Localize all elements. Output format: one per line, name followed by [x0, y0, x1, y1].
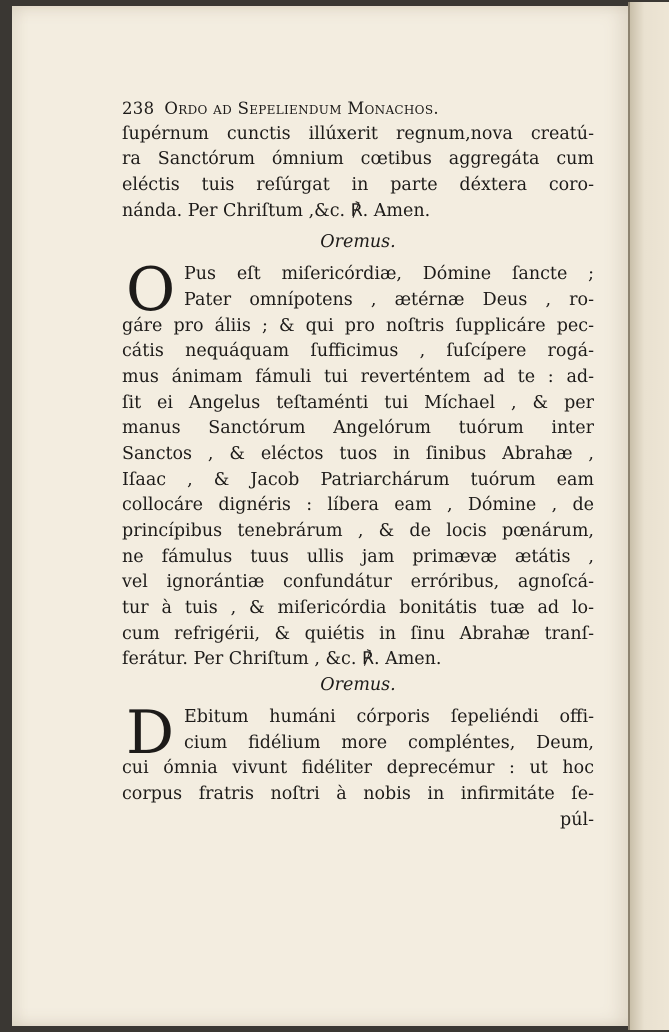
text-line: Sanctos , & eléctos tuos in ſinibus Abrahæ ,: [122, 443, 594, 464]
running-header: [122, 96, 594, 122]
facing-page-edge: [628, 2, 669, 1030]
text-line: nánda. Per Chriſtum ,&c. ℟. Amen.: [122, 200, 431, 221]
drop-cap: O: [126, 255, 176, 326]
text-line: ſupérnum cunctis illúxerit regnum,nova creatú-: [122, 123, 594, 144]
paragraph-2: [122, 255, 594, 673]
text-line: cium fidélium more compléntes, Deum,: [184, 732, 594, 753]
paragraph-3: [122, 697, 594, 808]
running-title: Ordo ad Sepeliendum Monachos.: [164, 99, 439, 118]
paragraph-1: [122, 122, 594, 225]
text-line: Ebitum humáni córporis ſepeliéndi offi-: [184, 706, 594, 727]
text-line: Pus eſt miſericórdiæ, Dómine ſancte ;: [184, 264, 594, 285]
text-line: cui ómnia vivunt fidéliter deprecémur : ut hoc: [122, 758, 594, 779]
text-line: Iſaac , & Jacob Patriarchárum tuórum eam: [122, 469, 594, 490]
text-line: cum refrigérii, & quiétis in ſinu Abrahæ tranſ-: [122, 623, 594, 644]
text-line: cátis nequáquam ſufficimus , ſuſcípere rogá-: [122, 341, 594, 362]
text-line: ne fámulus tuus ullis jam primævæ ætátis ,: [122, 546, 594, 567]
text-line: ferátur. Per Chriſtum , &c. ℟. Amen.: [122, 649, 442, 670]
text-line: vel ignorántiæ confundátur erróribus, agnoſcá-: [122, 572, 594, 593]
text-line: ſit ei Angelus teſtaménti tui Míchael , & per: [122, 392, 594, 413]
catchword: púl-: [560, 809, 594, 830]
text-line: princípibus tenebrárum , & de locis pœnárum,: [122, 521, 594, 541]
section-heading: Oremus.: [320, 675, 396, 696]
text-line: corpus fratris noſtri à nobis in infirmitáte ſe-: [122, 783, 594, 804]
page-text: [122, 96, 594, 833]
text-line: ra Sanctórum ómnium cœtibus aggregáta cum: [122, 149, 594, 170]
text-line: manus Sanctórum Angelórum tuórum inter: [122, 418, 594, 439]
text-line: mus ánimam fámuli tui reverténtem ad te : ad-: [122, 366, 594, 387]
section-heading: Oremus.: [320, 232, 396, 253]
text-line: eléctis tuis reſúrgat in parte déxtera coro-: [122, 175, 594, 196]
text-line: tur à tuis , & miſericórdia bonitátis tuæ ad lo-: [122, 598, 594, 619]
page-number: 238: [122, 99, 155, 118]
text-line: Pater omnípotens , ætérnæ Deus , ro-: [184, 289, 594, 310]
text-line: gáre pro áliis ; & qui pro noſtris ſupplicáre pec-: [122, 315, 594, 336]
drop-cap: D: [126, 697, 175, 768]
text-line: collocáre dignéris : líbera eam , Dómine , de: [122, 495, 594, 516]
